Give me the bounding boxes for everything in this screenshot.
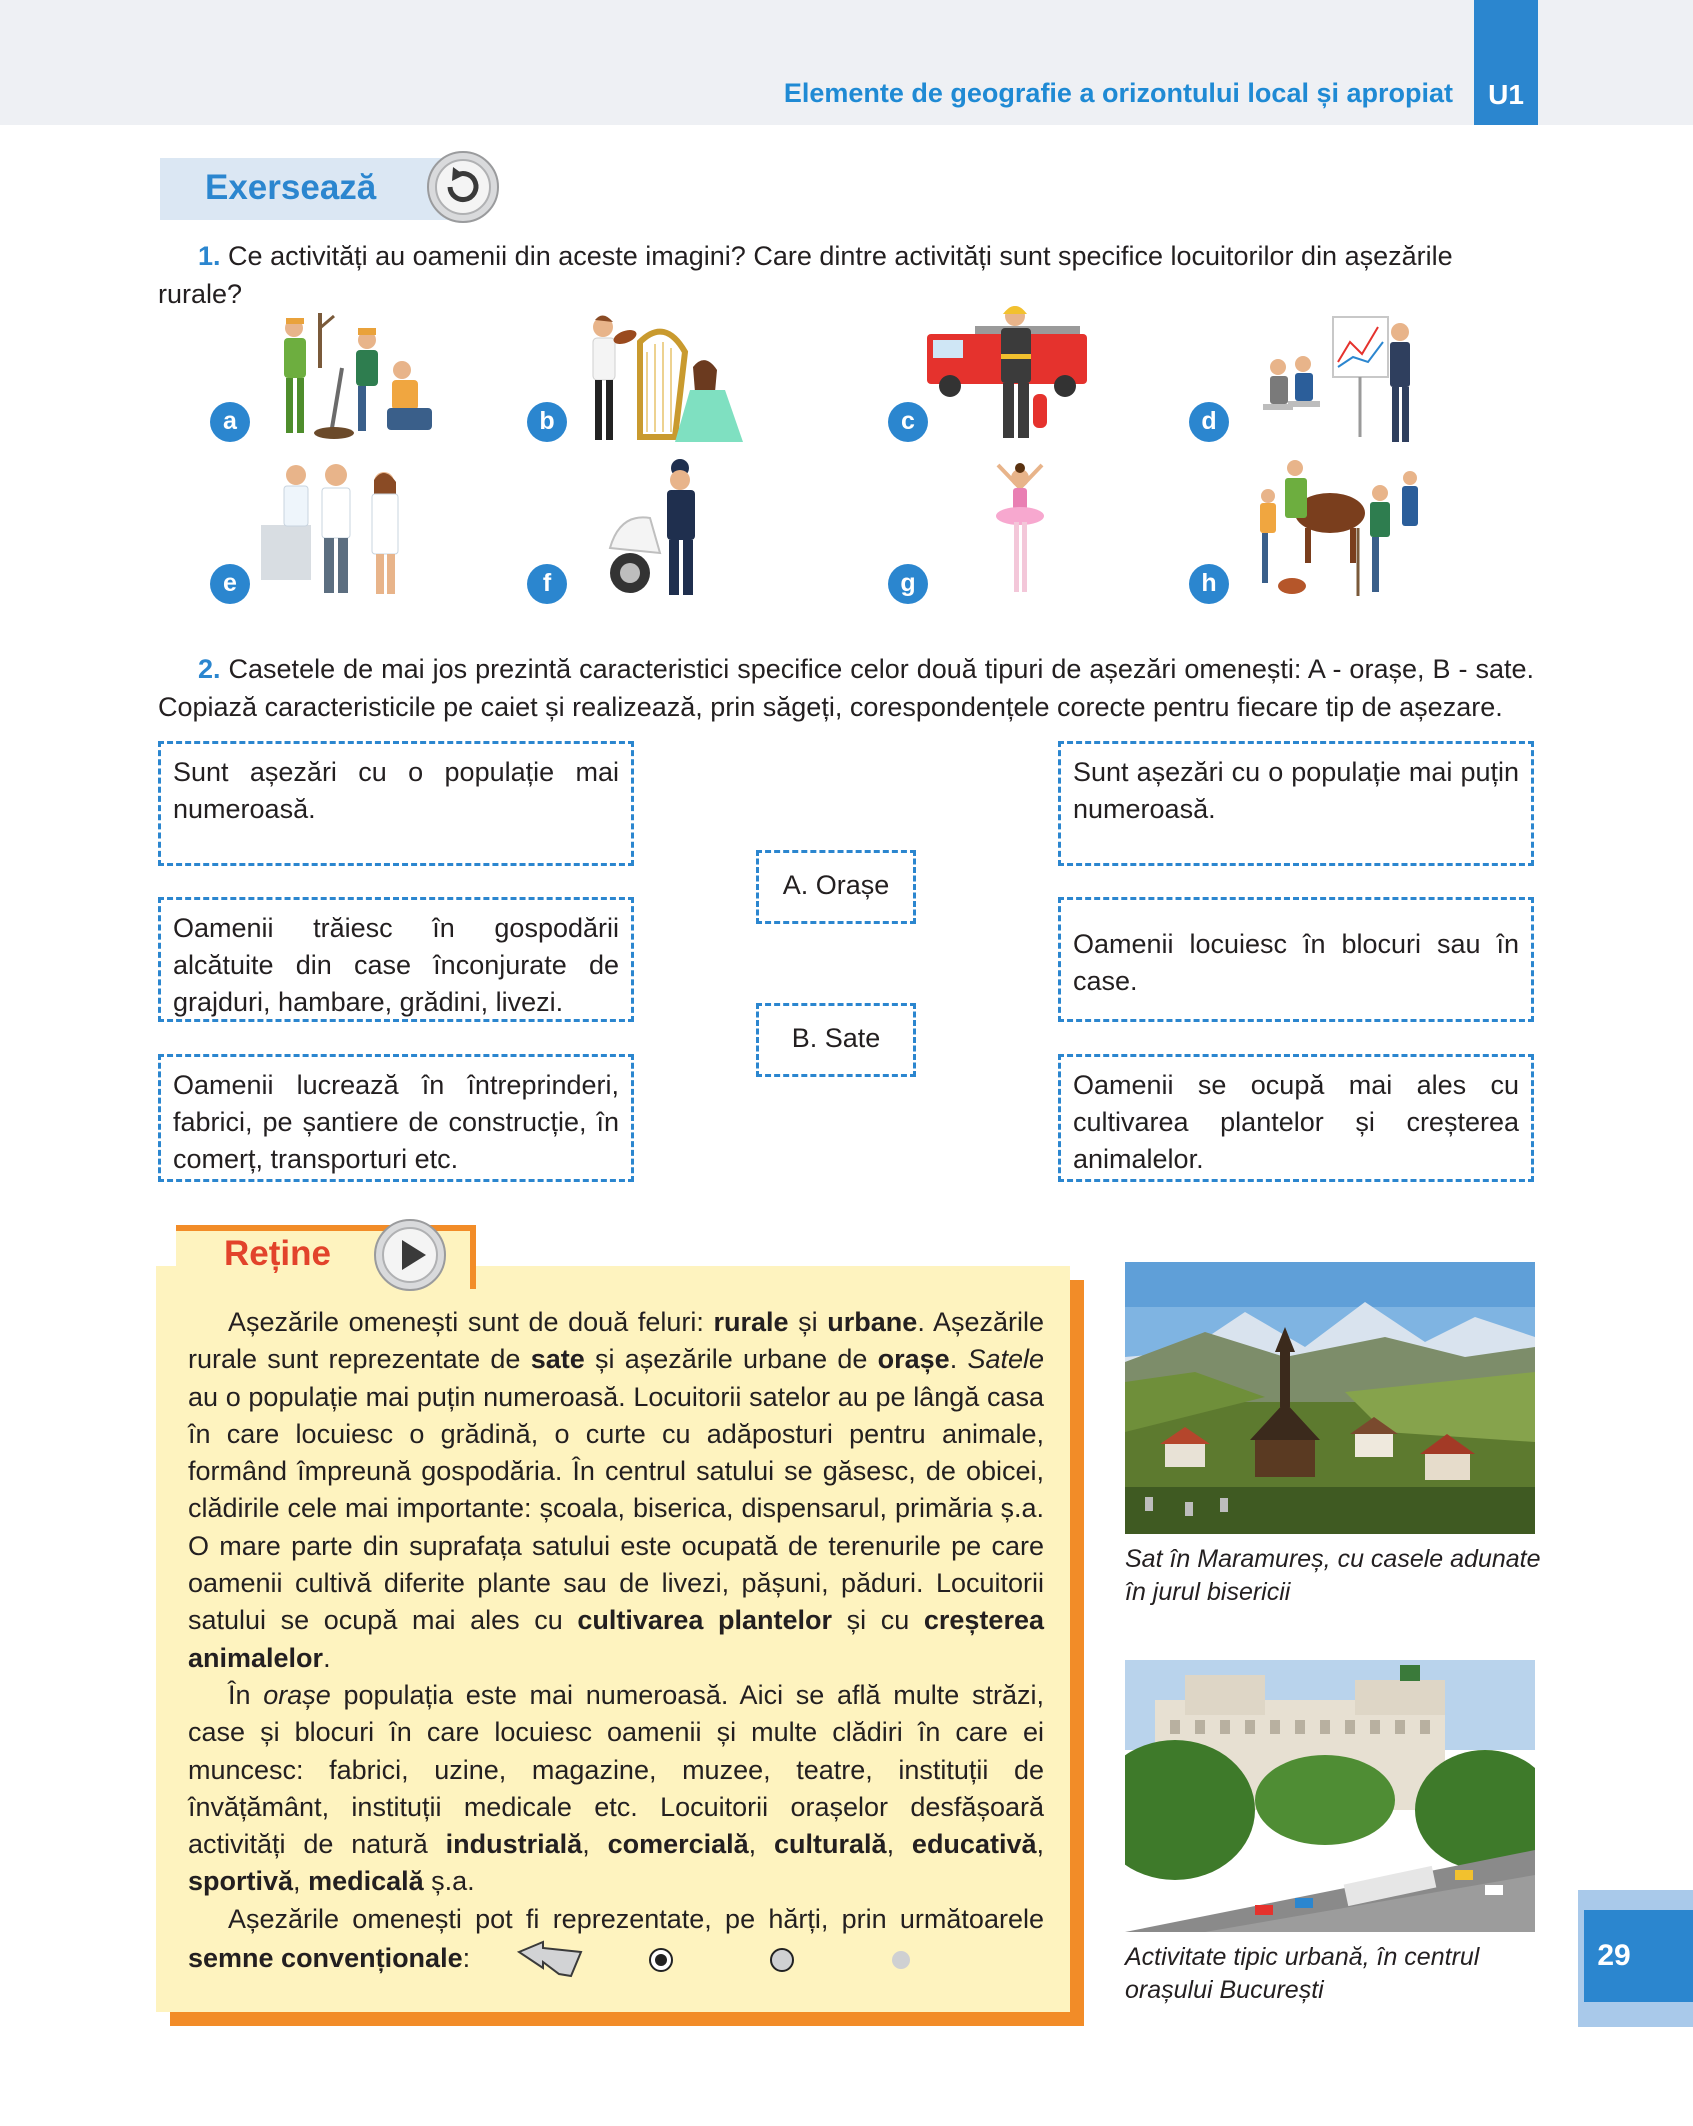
text-run: semne convenționale <box>188 1943 463 1974</box>
text-run: sportivă <box>188 1866 294 1897</box>
text-run: . <box>323 1642 331 1673</box>
farmers-animals-illustration <box>1250 458 1420 600</box>
text-run: urbane <box>827 1307 918 1337</box>
question-2 <box>158 650 1534 726</box>
text-run: și cu <box>832 1605 924 1636</box>
text-run: : <box>462 1943 471 1974</box>
doctors-illustration <box>256 460 416 600</box>
question-2-text: Casetele de mai jos prezintă caracteristici specifice celor două tipuri de așezări omenești: A - orașe, B - sate. Copiază caracteristicile pe caiet și realizează, prin săgeți, corespondențele corecte pentru fiecare tip de așezare. <box>158 654 1534 722</box>
capital-arrow-symbol-icon <box>515 1938 587 1982</box>
text-run: ș.a. <box>423 1866 475 1897</box>
text-run: , <box>582 1829 608 1860</box>
office-presentation-illustration <box>1258 312 1418 447</box>
bucharest-city-photo <box>1125 1660 1535 1932</box>
text-run: , <box>748 1829 775 1860</box>
question-2-number: 2. <box>198 654 221 684</box>
retine-paragraph-3 <box>188 1901 1044 1982</box>
characteristic-box-right-2: Oamenii locuiesc în blocuri sau în case. <box>1058 897 1534 1022</box>
question-1-text: Ce activități au oamenii din aceste imagini? Care dintre activități sunt specifice locuitorilor din așezările rurale? <box>158 241 1453 309</box>
text-run: orașe <box>263 1679 331 1710</box>
question-1-number: 1. <box>198 241 221 271</box>
musicians-violin-harp-illustration <box>585 312 745 447</box>
characteristic-box-right-1: Sunt așezări cu o populație mai puțin numeroasă. <box>1058 741 1534 866</box>
text-run: Satele <box>967 1344 1044 1375</box>
retine-paragraph-2 <box>188 1677 1044 1901</box>
text-run: orașe <box>877 1344 950 1375</box>
text-run: Așezările omenești pot fi reprezentate, pe hărți, prin următoarele <box>228 1903 1044 1934</box>
text-run: , <box>1036 1829 1044 1860</box>
question-1 <box>158 237 1534 313</box>
firefighter-truck-illustration <box>925 304 1095 444</box>
image-label-a: a <box>210 402 250 442</box>
image-label-d: d <box>1189 402 1229 442</box>
characteristic-box-left-1: Sunt așezări cu o populație mai numeroasă. <box>158 741 634 866</box>
farmers-planting-illustration <box>272 308 437 443</box>
retine-paragraph-1 <box>188 1304 1044 1677</box>
page-number-box <box>1584 1910 1693 2002</box>
photo-caption-village: Sat în Maramureș, cu casele adunate în jurul bisericii <box>1125 1545 1541 1606</box>
characteristic-box-left-3: Oamenii lucrează în întreprinderi, fabrici, pe șantiere de construcție, în comerț, transporturi etc. <box>158 1054 634 1182</box>
text-run: au o populație mai puțin numeroasă. Locuitorii satelor au pe lângă casa în care locuiesc o grădină, o curte cu adăposturi pentru animale, formând împreună gospodăria. În centrul satului se găsesc, de obicei, clădirile cele mai importante: școala, biserica, dispensarul, primăria ș.a. O mare parte din suprafața satului este ocupată de terenurile pe care oamenii cultivă diferite plante sau de livezi, pășuni, păduri. Locuitorii satului se ocupă mai ales cu <box>188 1381 1044 1636</box>
town-symbol-icon <box>890 1949 912 1971</box>
unit-tab <box>1474 0 1538 125</box>
text-run: . <box>949 1344 968 1375</box>
text-run: În <box>228 1679 264 1710</box>
text-run: . Așezările rurale sunt reprezentate de <box>188 1307 1044 1375</box>
text-run: și așezările urbane de <box>584 1344 878 1375</box>
replay-icon <box>426 150 500 224</box>
characteristic-box-left-2: Oamenii trăiesc în gospodării alcătuite din case înconjurate de grajduri, hambare, grădini, livezi. <box>158 897 634 1022</box>
retine-body <box>188 1304 1044 1982</box>
text-run: cultivarea plantelor <box>577 1605 833 1636</box>
text-run: populația este mai numeroasă. Aici se află multe străzi, case și blocuri în care locuiesc oamenii și multe clădiri în care ei muncesc: fabrici, uzine, magazine, muzee, teatre, instituții de învățământ, instituții medicale etc. Locuitorii orașelor desfășoară activități de natură <box>188 1679 1044 1860</box>
text-run: , <box>886 1829 912 1860</box>
characteristic-box-right-3: Oamenii se ocupă mai ales cu cultivarea plantelor și creșterea animalelor. <box>1058 1054 1534 1182</box>
text-run: educativă <box>911 1829 1037 1860</box>
retine-paragraph-3-text <box>188 1904 1044 1973</box>
text-run: și <box>788 1307 828 1337</box>
police-motorcycle-illustration <box>605 458 720 600</box>
text-run: , <box>293 1866 309 1897</box>
photo-caption-city: Activitate tipic urbană, în centrul orașului București <box>1125 1943 1480 2004</box>
text-run: creșterea animalelor <box>188 1605 1044 1673</box>
settlement-box-sate: B. Sate <box>756 1003 916 1077</box>
text-run: rurale <box>713 1307 789 1337</box>
retine-title: Reține <box>224 1234 331 1273</box>
maramures-village-photo <box>1125 1262 1535 1534</box>
large-city-symbol-icon <box>648 1947 674 1973</box>
text-run: medicală <box>308 1866 424 1897</box>
text-run: culturală <box>774 1829 887 1860</box>
text-run: industrială <box>445 1829 583 1860</box>
ballerina-illustration <box>990 460 1050 602</box>
text-run: comercială <box>607 1829 749 1860</box>
play-icon <box>373 1218 447 1292</box>
unit-label: U1 <box>1488 79 1524 110</box>
image-label-f: f <box>527 564 567 604</box>
image-label-h: h <box>1189 564 1229 604</box>
image-label-e: e <box>210 564 250 604</box>
image-label-b: b <box>527 402 567 442</box>
text-run: Așezările omenești sunt de două feluri: <box>228 1307 714 1337</box>
image-label-c: c <box>888 402 928 442</box>
page-number: 29 <box>1597 1939 1631 1972</box>
text-run: sate <box>530 1344 585 1375</box>
city-symbol-icon <box>769 1947 795 1973</box>
chapter-title: Elemente de geografie a orizontului local și apropiat <box>783 78 1453 108</box>
exerseaza-title: Exersează <box>205 168 377 207</box>
settlement-box-orase: A. Orașe <box>756 850 916 924</box>
image-label-g: g <box>888 564 928 604</box>
